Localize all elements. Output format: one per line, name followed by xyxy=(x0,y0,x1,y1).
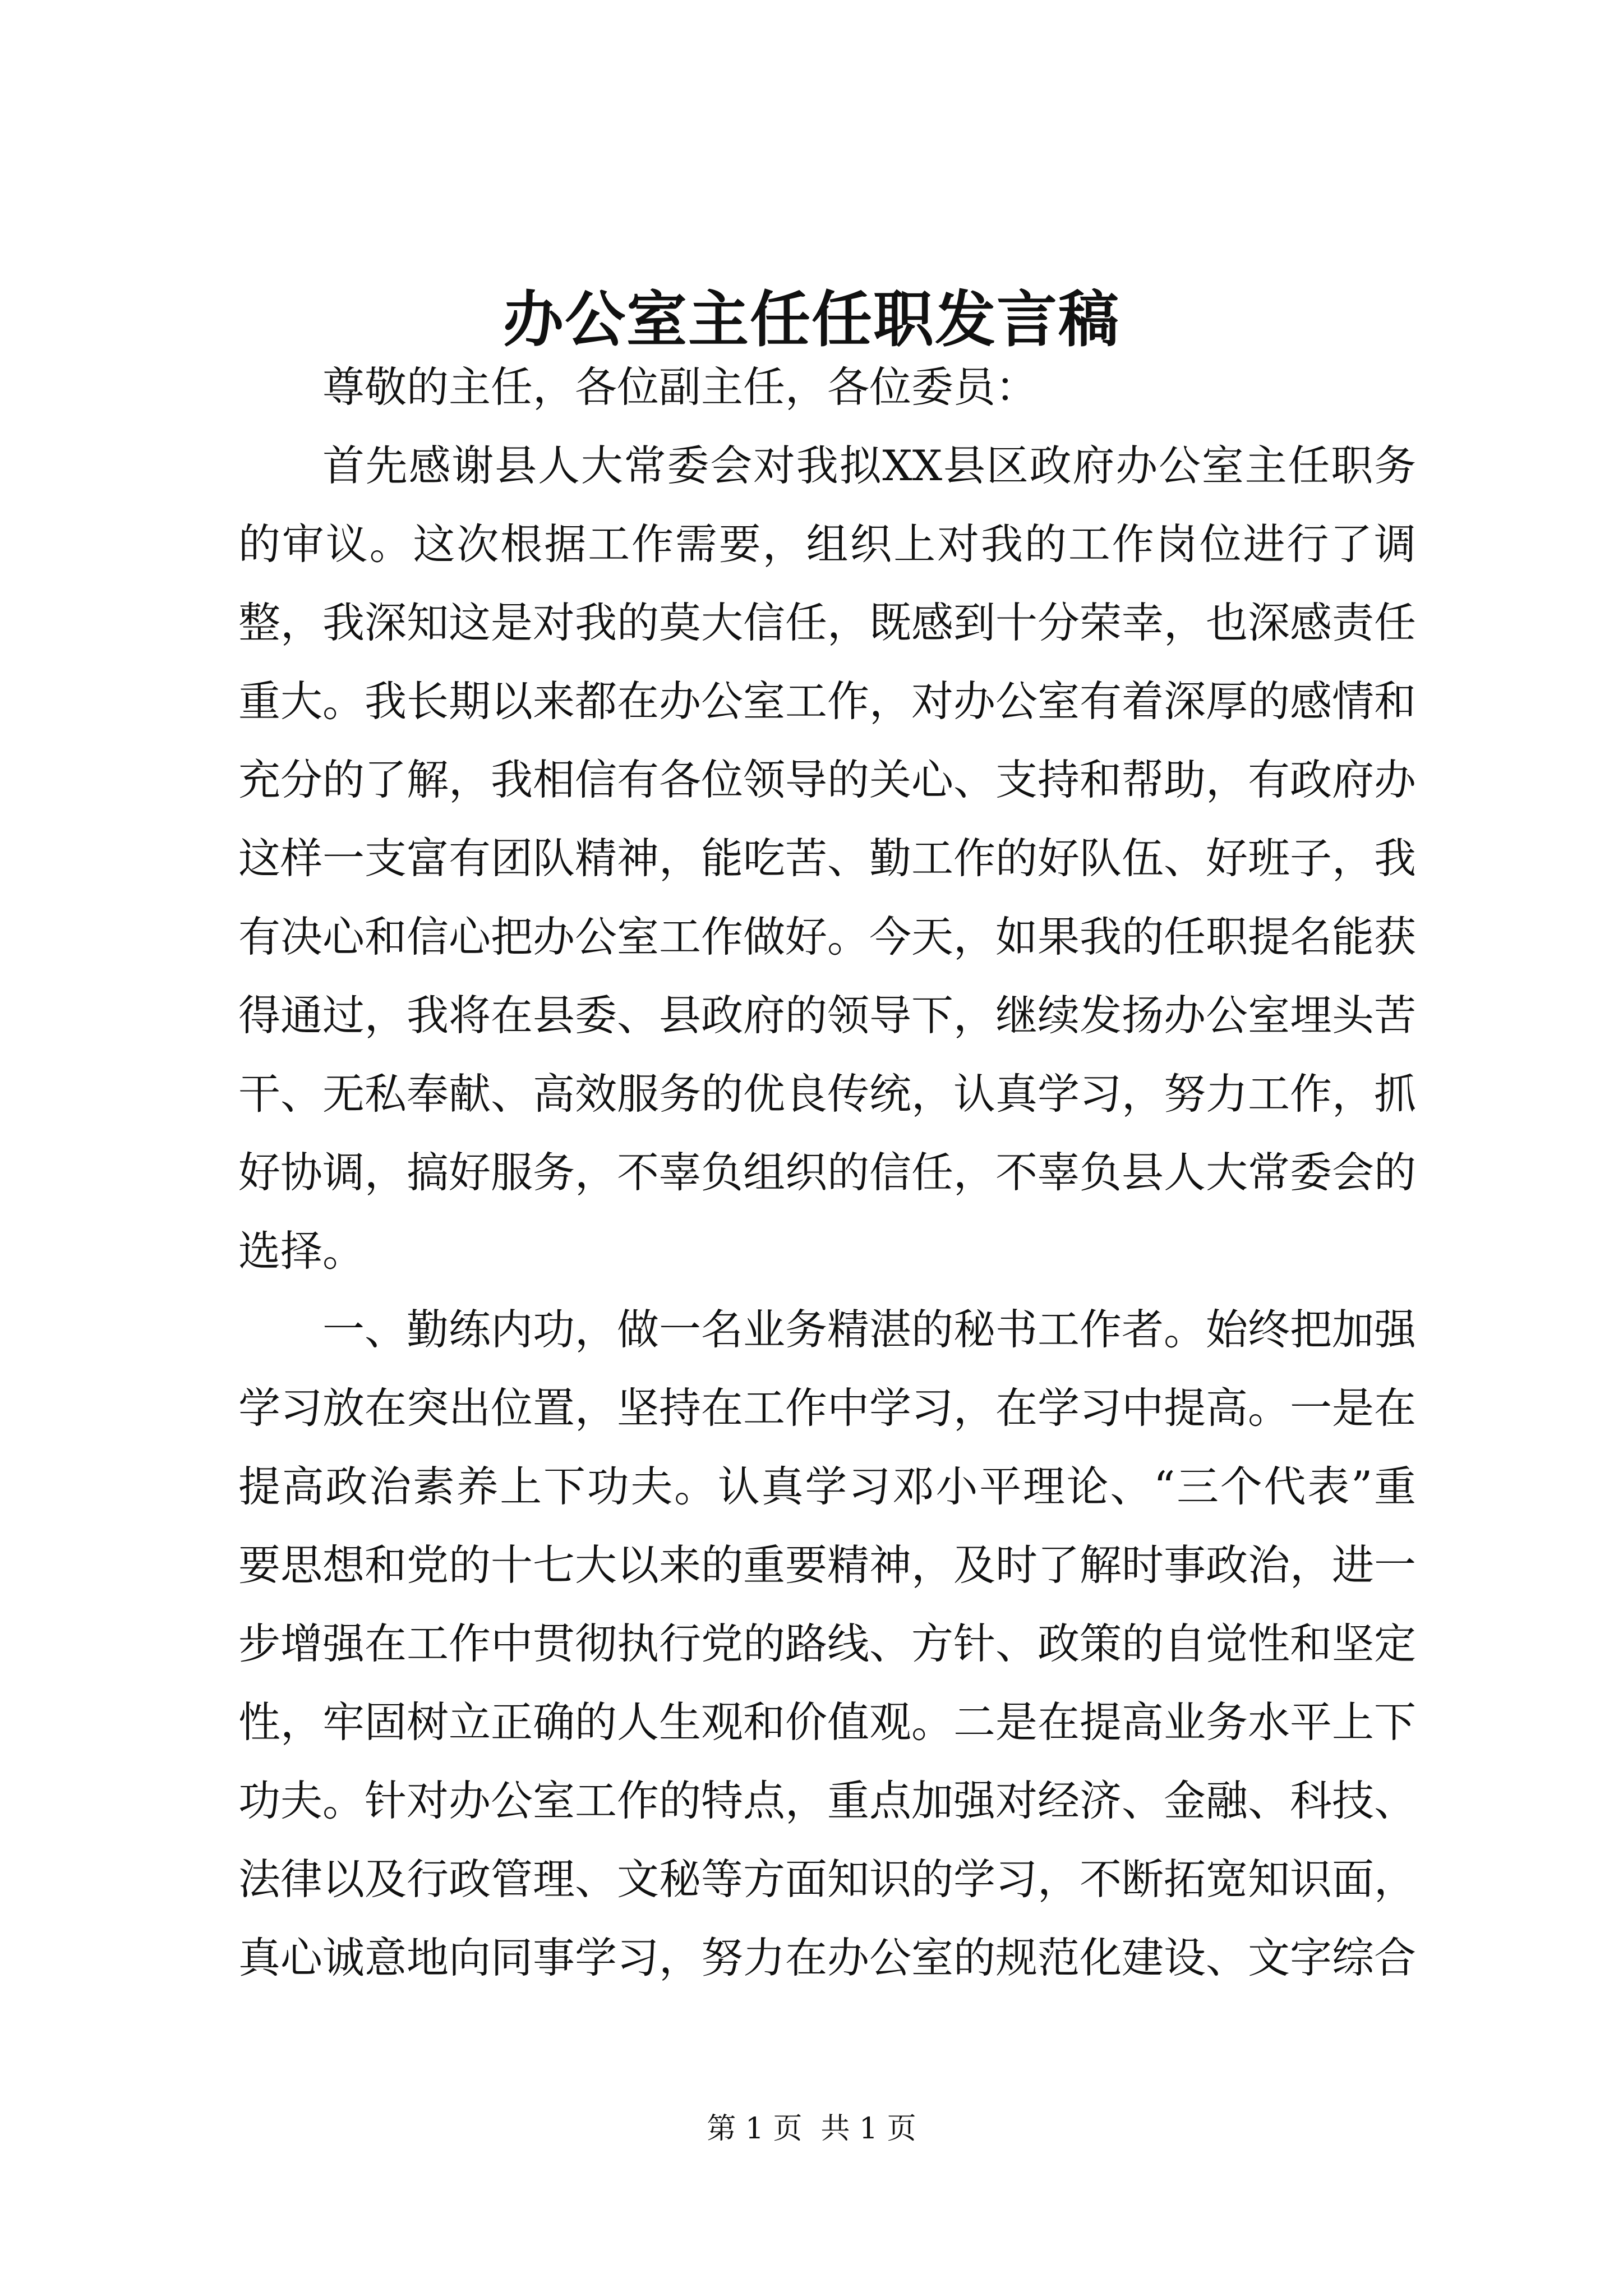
page-footer xyxy=(0,2109,1623,2148)
salutation-paragraph: 尊敬的主任，各位副主任，各位委员： xyxy=(322,362,1038,412)
page-title: 办公室主任任职发言稿 xyxy=(502,284,1120,355)
page-number: 第 1 页 共 1 页 xyxy=(707,2112,916,2146)
document-body xyxy=(238,348,1416,1997)
body-paragraph: 一、勤练内功，做一名业务精湛的秘书工作者。始终把加强学习放在突出位置，坚持在工作中学习，在学习中提高。一是在提高政治素养上下功夫。认真学习邓小平理论、“三个代表”重要思想和党的十七大以来的重要精神，及时了解时事政治，进一步增强在工作中贯彻执行党的路线、方针、政策的自觉性和坚定性，牢固树立正确的人生观和价值观。二是在提高业务水平上下功夫。针对办公室工作的特点，重点加强对经济、金融、科技、法律以及行政管理、文秘等方面知识的学习，不断拓宽知识面，真心诚意地向同事学习，努力在办公室的规范化建设、文字综合 xyxy=(238,1305,1417,1982)
body-paragraph: 首先感谢县人大常委会对我拟XX县区政府办公室主任职务的审议。这次根据工作需要，组织上对我的工作岗位进行了调整，我深知这是对我的莫大信任，既感到十分荣幸，也深感责任重大。我长期以来都在办公室工作，对办公室有着深厚的感情和充分的了解，我相信有各位领导的关心、支持和帮助，有政府办这样一支富有团队精神，能吃苦、勤工作的好队伍、好班子，我有决心和信心把办公室工作做好。今天，如果我的任职提名能获得通过，我将在县委、县政府的领导下，继续发扬办公室埋头苦干、无私奉献、高效服务的优良传统，认真学习，努力工作，抓好协调，搞好服务，不辜负组织的信任，不辜负县人大常委会的选择。 xyxy=(238,441,1417,1276)
